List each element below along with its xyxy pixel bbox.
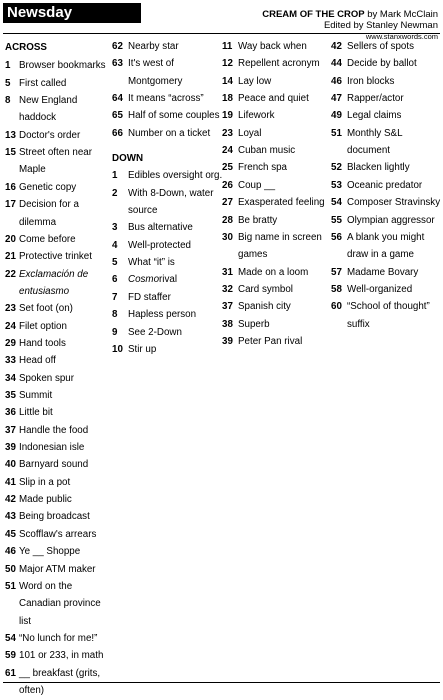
clue-text: Indonesian isle	[19, 442, 85, 454]
clue-number: 45	[5, 528, 16, 540]
clue-item[interactable]	[5, 425, 88, 437]
clue-number: 37	[5, 424, 16, 436]
clue-item[interactable]	[112, 257, 175, 269]
clue-text: Browser bookmarks	[19, 60, 106, 72]
clue-text: “School of thought”	[347, 301, 430, 313]
clue-number: 44	[331, 58, 342, 70]
clue-item[interactable]	[222, 215, 277, 227]
clue-item[interactable]	[112, 128, 210, 140]
clue-item[interactable]	[222, 284, 293, 296]
clue-number: 13	[5, 129, 16, 141]
crossword-grid[interactable]	[108, 324, 435, 681]
clue-item[interactable]	[112, 93, 204, 105]
clue-number: 31	[222, 266, 233, 278]
clue-number: 32	[222, 283, 233, 295]
puzzle-byline: by Mark McClain	[364, 9, 438, 20]
clue-number: 26	[222, 179, 233, 191]
clue-item[interactable]	[5, 338, 66, 350]
clue-continuation: often)	[19, 684, 45, 696]
clue-item[interactable]	[222, 145, 295, 157]
clue-text: Spanish city	[238, 301, 291, 313]
clue-text: Set foot (on)	[19, 303, 73, 315]
clue-number: 8	[112, 309, 118, 321]
clue-item[interactable]	[5, 355, 56, 367]
clue-item[interactable]	[5, 234, 76, 246]
clue-number: 21	[5, 251, 16, 263]
clue-item[interactable]	[331, 284, 412, 296]
clue-number: 38	[222, 318, 233, 330]
clue-number: 55	[331, 214, 342, 226]
clue-text: Exclamación de	[19, 268, 89, 280]
clue-item[interactable]	[5, 303, 73, 315]
clue-number: 15	[5, 147, 16, 159]
clue-number: 27	[222, 197, 233, 209]
clue-item[interactable]	[331, 215, 435, 227]
clue-item[interactable]	[331, 41, 414, 53]
clue-number: 53	[331, 179, 342, 191]
clue-text: Well-organized	[347, 283, 413, 295]
clue-number: 9	[112, 326, 118, 338]
clue-number: 16	[5, 181, 16, 193]
clue-number: 18	[222, 93, 233, 105]
clue-item[interactable]	[112, 58, 174, 70]
clue-number: 23	[222, 127, 233, 139]
clue-text: First called	[19, 77, 67, 89]
clue-item[interactable]	[5, 407, 53, 419]
clue-text: Be bratty	[238, 214, 278, 226]
down-heading: DOWN	[112, 153, 144, 164]
clue-item[interactable]	[222, 76, 271, 88]
clue-text: Edibles oversight org.	[128, 170, 223, 182]
clue-text: Well-protected	[128, 239, 191, 251]
clue-text: Protective trinket	[19, 251, 92, 263]
clue-item[interactable]	[331, 110, 401, 122]
clue-text: Ye __ Shoppe	[19, 546, 81, 558]
clue-number: 64	[112, 93, 123, 105]
clue-number: 57	[331, 266, 342, 278]
clue-text: FD staffer	[128, 291, 171, 303]
clue-text: Sellers of spots	[347, 41, 414, 52]
clue-item[interactable]	[112, 240, 191, 252]
clue-item[interactable]	[112, 110, 219, 122]
clue-number: 11	[222, 41, 233, 52]
clue-number: 61	[5, 667, 16, 679]
clue-item[interactable]	[222, 267, 308, 279]
clue-item[interactable]	[112, 41, 179, 53]
clue-number: 23	[5, 303, 16, 315]
clue-number: 17	[5, 199, 16, 211]
puzzle-editor: Edited by Stanley Newman	[323, 20, 438, 31]
clue-item[interactable]	[222, 301, 291, 313]
clue-number: 8	[5, 95, 11, 107]
clue-number: 63	[112, 58, 123, 70]
puzzle-subtitle: CREAM OF THE CROP	[262, 9, 365, 20]
clue-continuation: dilemma	[19, 216, 57, 228]
clue-text: Blacken lightly	[347, 162, 410, 174]
clue-item[interactable]	[331, 232, 424, 244]
clue-number: 30	[222, 231, 233, 243]
clue-text: What “it” is	[128, 257, 175, 269]
clue-item[interactable]	[222, 162, 287, 174]
clue-number: 56	[331, 231, 342, 243]
clue-text: Barnyard sound	[19, 459, 89, 471]
clue-text: Stir up	[128, 343, 157, 355]
clue-text: Peace and quiet	[238, 93, 309, 105]
clue-number: 42	[5, 494, 16, 506]
clue-text: Way back when	[238, 41, 307, 52]
clue-item[interactable]	[5, 251, 92, 263]
clue-number: 51	[331, 127, 342, 139]
clue-text: Little bit	[19, 407, 53, 419]
clue-item[interactable]	[331, 162, 410, 174]
clue-text: It means “across”	[128, 93, 204, 105]
clue-number: 24	[222, 145, 233, 157]
clue-number: 46	[331, 75, 342, 87]
clue-number: 42	[331, 41, 342, 52]
clue-text: __ breakfast (grits,	[19, 667, 101, 679]
clue-number: 59	[5, 650, 16, 662]
clue-text: Number on a ticket	[128, 127, 211, 139]
clue-text: Madame Bovary	[347, 266, 419, 278]
clue-number: 49	[331, 110, 342, 122]
clue-number: 58	[331, 283, 342, 295]
clue-text: Rapper/actor	[347, 93, 404, 105]
clue-number: 19	[222, 110, 233, 122]
clue-item[interactable]	[222, 110, 274, 122]
clue-item[interactable]	[222, 128, 261, 140]
clue-item[interactable]	[5, 459, 88, 471]
clue-text: Peter Pan rival	[238, 335, 303, 347]
clue-number: 33	[5, 355, 16, 367]
clue-item[interactable]	[5, 95, 77, 107]
clue-number: 54	[331, 197, 342, 209]
clue-text: Cuban music	[238, 145, 296, 157]
clue-text: Coup __	[238, 179, 276, 191]
clue-continuation: draw in a game	[347, 249, 414, 261]
clue-item[interactable]	[5, 60, 106, 72]
clue-item[interactable]	[5, 390, 52, 402]
clue-item[interactable]	[5, 633, 97, 645]
clue-text: Loyal	[238, 127, 262, 139]
clue-number: 22	[5, 268, 16, 280]
clue-item[interactable]	[5, 650, 103, 662]
clue-text: Filet option	[19, 320, 67, 332]
clue-continuation: Montgomery	[128, 75, 183, 87]
clue-number: 14	[222, 75, 233, 87]
clue-item[interactable]	[222, 58, 320, 70]
clue-number: 37	[222, 301, 233, 313]
bottom-divider	[3, 682, 440, 683]
clue-number: 6	[112, 274, 118, 286]
clue-text: Lay low	[238, 75, 272, 87]
clue-text: New England	[19, 95, 78, 107]
clue-item[interactable]	[331, 301, 430, 313]
clue-text: Cosmo	[128, 274, 160, 286]
clue-item[interactable]	[5, 581, 72, 593]
clue-number: 36	[5, 407, 16, 419]
clue-text: Summit	[19, 390, 53, 401]
clue-text: Exasperated feeling	[238, 197, 325, 209]
clue-number: 39	[222, 335, 233, 347]
clue-text: Major ATM maker	[19, 563, 96, 575]
clue-number: 51	[5, 580, 16, 592]
clue-text: Made on a loom	[238, 266, 309, 278]
clue-text: Olympian aggressor	[347, 214, 435, 226]
clue-text: French spa	[238, 162, 288, 174]
clue-number: 2	[112, 187, 118, 199]
clue-continuation: suffix	[347, 318, 370, 330]
clue-continuation: haddock	[19, 112, 57, 124]
clue-number: 1	[5, 60, 11, 72]
clue-text: Repellent acronym	[238, 58, 320, 70]
clue-text: Head off	[19, 355, 56, 367]
clue-number: 62	[112, 41, 123, 52]
clue-text: “No lunch for me!”	[19, 632, 98, 644]
clue-item[interactable]	[331, 180, 422, 192]
clue-number: 1	[112, 170, 118, 182]
puzzle-website: www.stanxwords.com	[365, 32, 438, 41]
clue-text: A blank you might	[347, 231, 425, 243]
clue-item[interactable]	[5, 477, 70, 489]
clue-item[interactable]	[5, 321, 67, 333]
clue-number: 34	[5, 372, 16, 384]
clue-number: 43	[5, 511, 16, 523]
clue-item[interactable]	[331, 76, 394, 88]
clue-item[interactable]	[5, 199, 79, 211]
clue-item[interactable]	[5, 442, 84, 454]
clue-text: Decision for a	[19, 199, 79, 211]
clue-item[interactable]	[112, 309, 196, 321]
clue-item[interactable]	[5, 78, 66, 90]
clue-item[interactable]	[5, 511, 90, 523]
clue-continuation: games	[238, 249, 268, 261]
clue-item[interactable]	[331, 197, 440, 209]
clue-text: Half of some couples	[128, 110, 220, 122]
clue-text: Big name in screen	[238, 231, 322, 243]
clue-item[interactable]	[5, 668, 100, 680]
clue-text: 101 or 233, in math	[19, 650, 104, 662]
clue-text: Oceanic predator	[347, 179, 423, 191]
clue-item[interactable]	[5, 529, 96, 541]
clue-item[interactable]	[222, 41, 307, 53]
clue-number: 39	[5, 442, 16, 454]
clue-item[interactable]	[222, 232, 322, 244]
clue-number: 47	[331, 93, 342, 105]
clue-text: Come before	[19, 233, 76, 245]
clue-text: Doctor's order	[19, 129, 81, 141]
clue-text: Bus alternative	[128, 222, 193, 234]
clue-number: 3	[112, 222, 118, 234]
clue-number: 28	[222, 214, 233, 226]
clue-item[interactable]	[5, 546, 80, 558]
clue-number: 5	[112, 257, 118, 269]
clue-item[interactable]	[112, 170, 222, 182]
clue-text: It's west of	[128, 58, 174, 70]
clue-text: Being broadcast	[19, 511, 90, 523]
clue-item[interactable]	[5, 269, 88, 281]
clue-item[interactable]	[5, 147, 92, 159]
clue-item[interactable]	[5, 182, 76, 194]
clue-item[interactable]	[222, 197, 325, 209]
clue-item[interactable]	[331, 267, 418, 279]
clue-item[interactable]	[331, 93, 404, 105]
clue-text: Composer Stravinsky	[347, 197, 441, 209]
clue-number: 66	[112, 127, 123, 139]
clue-text: Superb	[238, 318, 270, 330]
clue-text: Word on the	[19, 580, 73, 592]
clue-item[interactable]	[5, 373, 74, 385]
clue-text: Card symbol	[238, 283, 293, 295]
clue-number: 35	[5, 390, 16, 401]
clue-text: Handle the food	[19, 424, 89, 436]
clue-text: Spoken spur	[19, 372, 75, 384]
clue-text: Street often near	[19, 147, 92, 159]
clue-number: 29	[5, 337, 16, 349]
clue-continuation: Canadian province	[19, 598, 101, 610]
clue-text: Slip in a pot	[19, 476, 71, 488]
clue-text: Made public	[19, 494, 72, 506]
clue-item[interactable]	[5, 494, 72, 506]
clue-item[interactable]	[112, 222, 193, 234]
clue-text: Genetic copy	[19, 181, 77, 193]
clue-text: Scofflaw's arrears	[19, 528, 97, 540]
clue-number: 25	[222, 162, 233, 174]
clue-text: With 8-Down, water	[128, 187, 214, 199]
clue-number: 54	[5, 632, 16, 644]
clue-number: 12	[222, 58, 233, 70]
clue-item[interactable]	[222, 93, 309, 105]
clue-number: 60	[331, 301, 342, 313]
clue-item[interactable]	[112, 274, 177, 286]
clue-number: 20	[5, 233, 16, 245]
clue-number: 41	[5, 476, 16, 488]
clue-item[interactable]	[112, 188, 213, 200]
clue-number: 46	[5, 546, 16, 558]
clue-number: 24	[5, 320, 16, 332]
clue-continuation: source	[128, 205, 158, 217]
clue-text: Lifework	[238, 110, 275, 122]
clue-number: 7	[112, 291, 118, 303]
puzzle-title: Newsday Crossword	[3, 3, 141, 23]
clue-text: Nearby star	[128, 41, 179, 52]
clue-item[interactable]	[5, 564, 96, 576]
clue-number: 65	[112, 110, 123, 122]
top-divider	[3, 33, 440, 34]
clue-item[interactable]	[222, 180, 275, 192]
clue-number: 40	[5, 459, 16, 471]
clue-number: 4	[112, 239, 118, 251]
clue-text: Iron blocks	[347, 75, 395, 87]
clue-number: 10	[112, 343, 123, 355]
puzzle-credits	[262, 9, 438, 42]
across-heading: ACROSS	[5, 42, 47, 53]
clue-number: 5	[5, 77, 11, 89]
clue-text: Hapless person	[128, 309, 197, 321]
clue-number: 52	[331, 162, 342, 174]
clue-continuation: Maple	[19, 164, 46, 176]
clue-continuation: list	[19, 615, 31, 627]
clue-text-rest: rival	[159, 274, 178, 286]
clue-text: Legal claims	[347, 110, 402, 122]
clue-text: See 2-Down	[128, 326, 182, 338]
clue-item[interactable]	[331, 128, 403, 140]
clue-text: Decide by ballot	[347, 58, 417, 70]
clue-item[interactable]	[5, 130, 80, 142]
clue-continuation: entusiasmo	[19, 285, 70, 297]
clue-text: Hand tools	[19, 337, 66, 349]
clue-item[interactable]	[331, 58, 417, 70]
clue-item[interactable]	[112, 292, 171, 304]
clue-text: Monthly S&L	[347, 127, 403, 139]
clue-number: 50	[5, 563, 16, 575]
clue-continuation: document	[347, 145, 391, 157]
